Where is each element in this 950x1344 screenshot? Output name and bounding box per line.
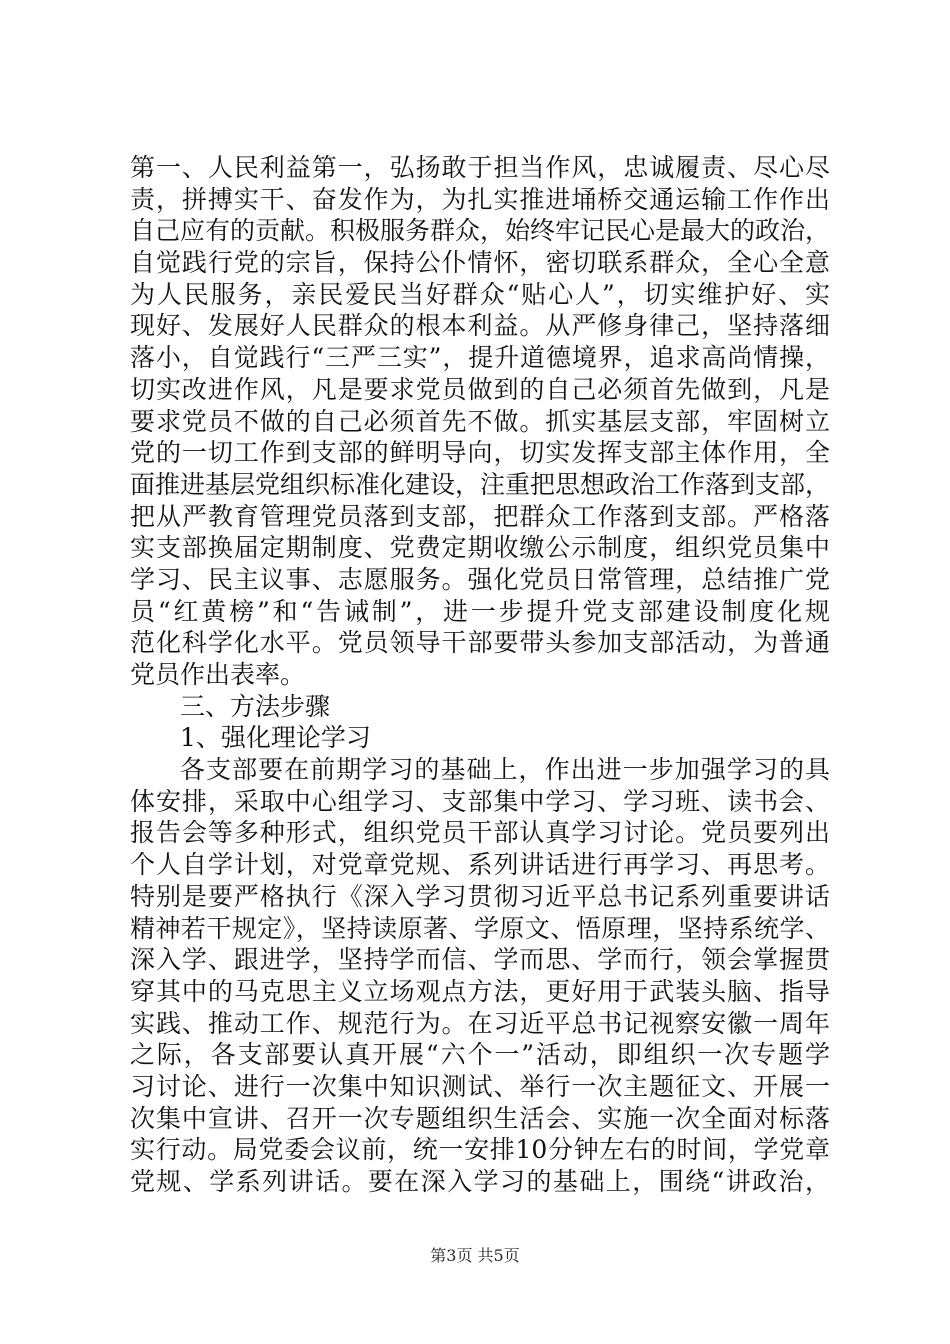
section-heading: 三、方法步骤: [180, 691, 331, 721]
text-line: 实践、推动工作、规范行为。在习近平总书记视察安徽一周年: [130, 1008, 830, 1038]
text-line: 个人自学计划，对党章党规、系列讲话进行再学习、再思考。: [130, 850, 830, 880]
text-line: 现好、发展好人民群众的根本利益。从严修身律己，坚持落细: [130, 311, 830, 341]
text-line: 报告会等多种形式，组织党员干部认真学习讨论。党员要列出: [130, 818, 830, 848]
text-line: 切实改进作风，凡是要求党员做到的自己必须首先做到，凡是: [130, 374, 830, 404]
text-line: 为人民服务，亲民爱民当好群众“贴心人”，切实维护好、实: [130, 279, 830, 309]
text-line: 实支部换届定期制度、党费定期收缴公示制度，组织党员集中: [130, 533, 830, 563]
document-body: [130, 152, 830, 1198]
text-line: 自己应有的贡献。积极服务群众，始终牢记民心是最大的政治，: [130, 216, 831, 246]
text-line: 党员作出表率。: [130, 660, 306, 689]
text-line: 自觉践行党的宗旨，保持公仆情怀，密切联系群众，全心全意: [130, 248, 830, 278]
text-line: 党规、学系列讲话。要在深入学习的基础上，围绕“讲政治，: [130, 1167, 830, 1196]
subsection-heading: 1、强化理论学习: [180, 723, 371, 753]
text-line: 实行动。局党委会议前，统一安排10分钟左右的时间，学党章: [130, 1135, 830, 1165]
text-line: 穿其中的马克思主义立场观点方法，更好用于武装头脑、指导: [130, 976, 830, 1006]
text-line: 体安排，采取中心组学习、支部集中学习、学习班、读书会、: [130, 786, 830, 816]
page-number: 第3页 共5页: [430, 1246, 520, 1265]
text-line: 员“红黄榜”和“告诫制”，进一步提升党支部建设制度化规: [130, 596, 830, 626]
text-line: 第一、人民利益第一，弘扬敢于担当作风，忠诚履责、尽心尽: [130, 153, 830, 182]
text-line: 学习、民主议事、志愿服务。强化党员日常管理，总结推广党: [130, 564, 830, 594]
text-line: 面推进基层党组织标准化建设，注重把思想政治工作落到支部，: [130, 469, 831, 499]
text-line: 落小，自觉践行“三严三实”，提升道德境界，追求高尚情操，: [130, 343, 830, 373]
text-line: 范化科学化水平。党员领导干部要带头参加支部活动，为普通: [130, 628, 830, 658]
text-line: 各支部要在前期学习的基础上，作出进一步加强学习的具: [180, 755, 830, 785]
text-line: 责，拼搏实干、奋发作为，为扎实推进埇桥交通运输工作作出: [130, 184, 830, 214]
text-line: 党的一切工作到支部的鲜明导向，切实发挥支部主体作用，全: [130, 438, 830, 468]
text-line: 精神若干规定》，坚持读原著、学原文、悟原理，坚持系统学、: [130, 913, 830, 943]
text-line: 深入学、跟进学，坚持学而信、学而思、学而行，领会掌握贯: [130, 945, 830, 975]
page-footer: [0, 1243, 950, 1266]
text-line: 习讨论、进行一次集中知识测试、举行一次主题征文、开展一: [130, 1071, 830, 1101]
text-line: 要求党员不做的自己必须首先不做。抓实基层支部，牢固树立: [130, 406, 830, 436]
text-line: 次集中宣讲、召开一次专题组织生活会、实施一次全面对标落: [130, 1103, 830, 1133]
text-line: 把从严教育管理党员落到支部，把群众工作落到支部。严格落: [130, 501, 830, 531]
text-line: 之际，各支部要认真开展“六个一”活动，即组织一次专题学: [130, 1040, 830, 1070]
text-line: 特别是要严格执行《深入学习贯彻习近平总书记系列重要讲话: [130, 881, 830, 911]
